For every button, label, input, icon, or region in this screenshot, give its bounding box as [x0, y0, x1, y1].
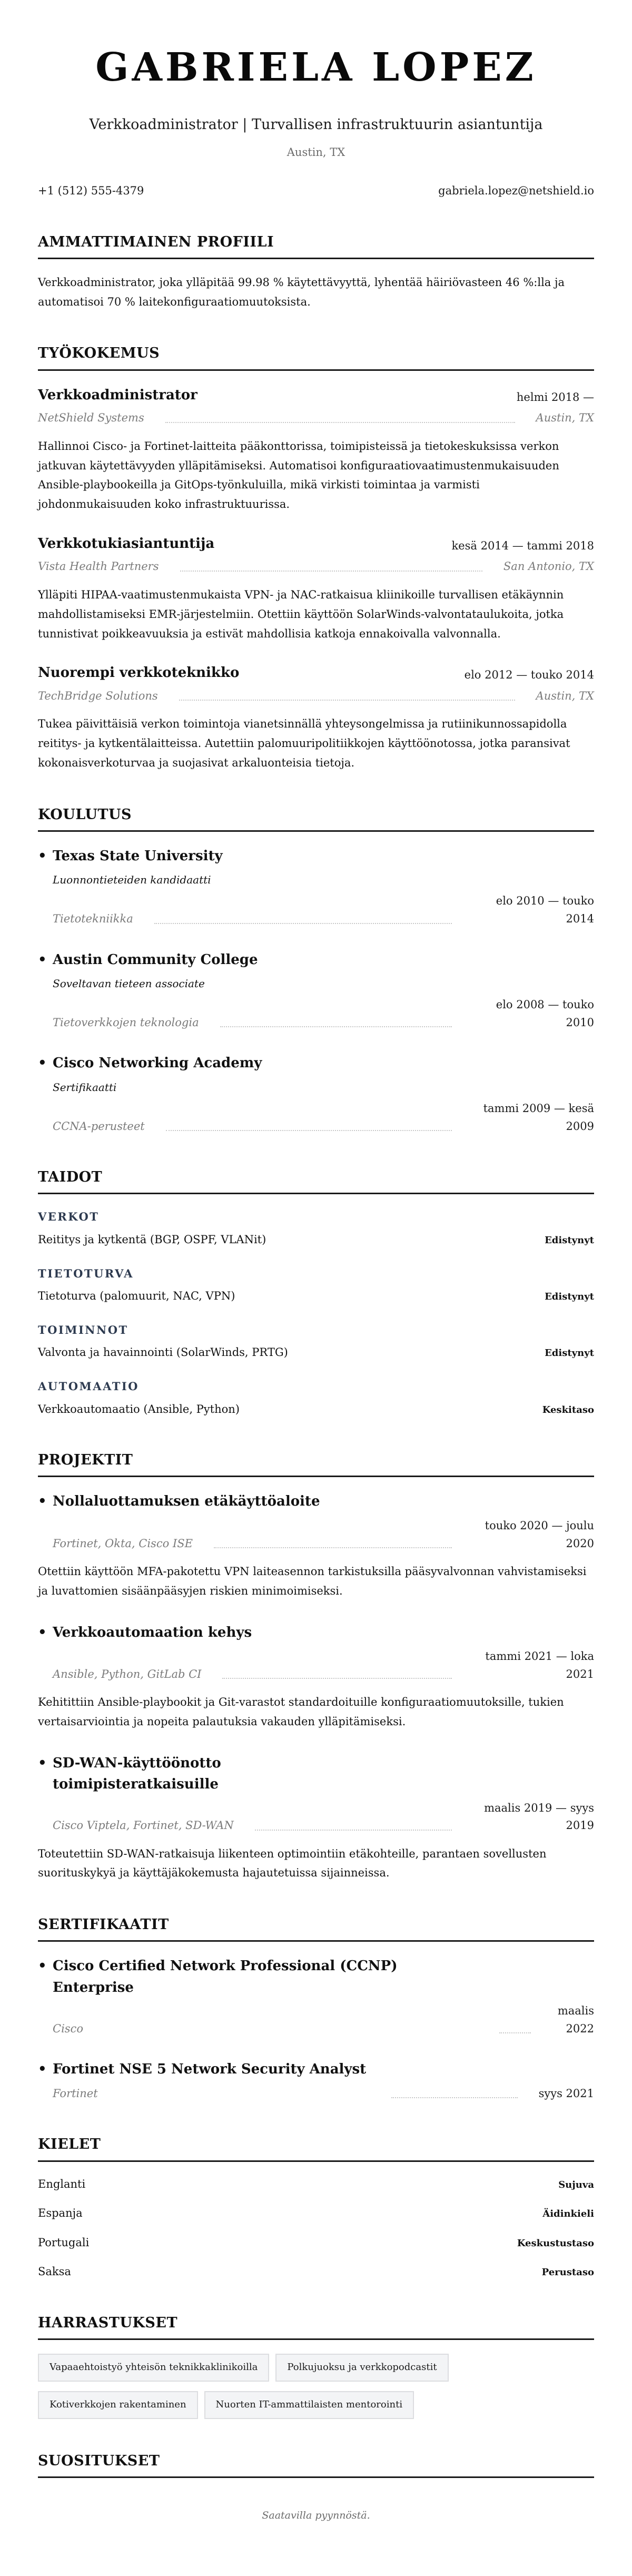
dotted-leader [180, 571, 482, 572]
skill-level: Edistynyt [545, 1348, 594, 1359]
school-name: Texas State University [53, 848, 223, 864]
interest-tag: Nuorten IT-ammattilaisten mentorointi [204, 2391, 414, 2419]
language-row [38, 2234, 594, 2252]
project-description: Otettiin käyttöön MFA-pakotettu VPN laiteasennon tarkistuksilla pääsyvalvonnan vahvistamiseksi ja luvattomien sisäänpääsyjen riskien minimoimiseksi. [38, 1565, 587, 1597]
school-name: Austin Community College [53, 951, 258, 968]
section-title: PROJEKTIT [38, 1449, 594, 1477]
skill-category: TIETOTURVA [38, 1266, 134, 1280]
project-entry [38, 1753, 594, 1883]
dotted-leader [165, 422, 515, 423]
job-title: Nuorempi verkkoteknikko [38, 665, 240, 681]
profile-summary: Verkkoadministrator, joka ylläpitää 99.98 % käytettävyyttä, lyhentää häiriövasteen 46 %:lla ja automatisoi 70 % laitekonfiguraatiomuutoksista. [38, 276, 565, 308]
certification-date: maalis 2022 [557, 2004, 594, 2035]
skill-group [38, 1321, 594, 1362]
certification-entry [38, 1955, 594, 2038]
section-projects [38, 1449, 594, 1883]
language-level: Keskustustaso [517, 2237, 594, 2249]
section-languages [38, 2133, 594, 2281]
interest-tags [38, 2354, 594, 2419]
education-dates: tammi 2009 — kesä 2009 [483, 1102, 594, 1133]
dotted-leader [179, 700, 515, 701]
project-name: Nollaluottamuksen etäkäyttöaloite [53, 1493, 320, 1510]
section-title: TYÖKOKEMUS [38, 342, 594, 370]
section-skills [38, 1166, 594, 1418]
skill-category: AUTOMAATIO [38, 1379, 139, 1393]
project-name: Verkkoautomaation kehys [53, 1624, 252, 1640]
education-entry [38, 1053, 594, 1135]
phone[interactable]: +1 (512) 555-4379 [38, 184, 144, 198]
language-name: Portugali [38, 2236, 90, 2249]
job-dates: kesä 2014 — tammi 2018 [451, 539, 594, 552]
project-dates: tammi 2021 — loka 2021 [485, 1650, 594, 1680]
dotted-leader [154, 923, 452, 924]
project-description: Toteutettiin SD-WAN-ratkaisuja liikenteen optimointiin etäkohteille, parantaen sovellusten suorituskykyä ja käyttäjäkokemusta hajautetuissa sijainneissa. [38, 1847, 547, 1880]
job-location: Austin, TX [536, 689, 594, 702]
certification-issuer: Cisco [53, 2022, 83, 2035]
skill-category: VERKOT [38, 1210, 100, 1224]
job-entry [38, 385, 594, 514]
bullet-icon: • [38, 1624, 47, 1640]
language-level: Sujuva [558, 2179, 594, 2190]
interest-tag: Kotiverkkojen rakentaminen [38, 2391, 198, 2419]
section-title: KOULUTUS [38, 803, 594, 832]
language-name: Saksa [38, 2265, 71, 2278]
field-of-study: CCNA-perusteet [53, 1119, 145, 1133]
skill-level: Edistynyt [545, 1235, 594, 1246]
project-tech: Cisco Viptela, Fortinet, SD-WAN [53, 1819, 234, 1832]
job-location: San Antonio, TX [503, 560, 594, 573]
job-description: Tukea päivittäisiä verkon toimintoja vianetsinnällä yhteysongelmissa ja rutiinikunnossapidolla reititys- ja kytkentälaitteissa. Autettiin palomuuripolitiikkojen käyttöönotossa, jotka paransivat kokonaisverkoturvaa ja suojasivat arkaluonteisia tietoja. [38, 717, 570, 769]
education-dates: elo 2010 — touko 2014 [496, 894, 594, 926]
skill-level: Keskitaso [542, 1404, 594, 1415]
degree: Luonnontieteiden kandidaatti [53, 873, 211, 887]
job-dates: helmi 2018 — [516, 390, 594, 404]
project-description: Kehitittiin Ansible-playbookit ja Git-varastot standardoituille konfiguraatiomuutoksille, tukien vertaisarviointia ja nopeita palautuksia vakauden ylläpitämiseksi. [38, 1696, 564, 1728]
language-name: Espanja [38, 2207, 83, 2220]
dotted-leader [222, 1678, 452, 1679]
company-name: Vista Health Partners [38, 560, 159, 573]
skill-name: Verkkoautomaatio (Ansible, Python) [38, 1402, 240, 1415]
job-entry [38, 662, 594, 772]
bullet-icon: • [38, 951, 47, 968]
dotted-leader [166, 1130, 452, 1131]
education-dates: elo 2008 — touko 2010 [496, 998, 594, 1029]
project-entry [38, 1491, 594, 1600]
field-of-study: Tietoverkkojen teknologia [53, 1016, 199, 1029]
bullet-icon: • [38, 1493, 47, 1510]
school-name: Cisco Networking Academy [53, 1055, 262, 1071]
degree: Soveltavan tieteen associate [53, 977, 205, 990]
degree: Sertifikaatti [53, 1081, 117, 1094]
bullet-icon: • [38, 848, 47, 864]
skill-category: TOIMINNOT [38, 1323, 129, 1336]
skill-level: Edistynyt [545, 1291, 594, 1303]
section-title: SUOSITUKSET [38, 2450, 594, 2478]
section-experience [38, 342, 594, 772]
job-entry [38, 533, 594, 643]
section-title: HARRASTUKSET [38, 2312, 594, 2340]
candidate-name: GABRIELA LOPEZ [95, 45, 537, 90]
job-dates: elo 2012 — touko 2014 [464, 668, 594, 682]
bullet-icon: • [38, 2061, 47, 2078]
section-title: KIELET [38, 2133, 594, 2161]
field-of-study: Tietotekniikka [53, 912, 133, 926]
company-name: TechBridge Solutions [38, 689, 158, 702]
interest-tag: Polkujuoksu ja verkkopodcastit [275, 2354, 448, 2382]
bullet-icon: • [38, 1055, 47, 1071]
headline: Verkkoadministrator | Turvallisen infrastruktuurin asiantuntija [89, 116, 543, 133]
job-title: Verkkoadministrator [38, 387, 197, 403]
dotted-leader [220, 1026, 452, 1027]
project-entry [38, 1622, 594, 1732]
skill-name: Tietoturva (palomuurit, NAC, VPN) [38, 1290, 235, 1303]
job-location: Austin, TX [536, 411, 594, 425]
references-note: Saatavilla pyynnöstä. [262, 2509, 370, 2521]
education-entry [38, 845, 594, 928]
education-entry [38, 949, 594, 1032]
resume-header [38, 46, 594, 200]
language-row [38, 2205, 594, 2223]
language-row [38, 2176, 594, 2194]
interest-tag: Vapaaehtoistyö yhteisön teknikkaklinikoilla [38, 2354, 269, 2382]
certification-name: Fortinet NSE 5 Network Security Analyst [53, 2061, 367, 2078]
section-title: AMMATTIMAINEN PROFIILI [38, 231, 594, 259]
bullet-icon: • [38, 1755, 47, 1771]
dotted-leader [391, 2097, 518, 2098]
section-profile [38, 231, 594, 312]
language-level: Perustaso [541, 2267, 594, 2278]
language-row [38, 2263, 594, 2281]
skill-name: Reititys ja kytkentä (BGP, OSPF, VLANit) [38, 1233, 266, 1246]
language-level: Äidinkieli [542, 2208, 594, 2220]
bullet-icon: • [38, 1958, 47, 1974]
location: Austin, TX [287, 145, 345, 159]
skill-group [38, 1265, 594, 1305]
section-interests [38, 2312, 594, 2419]
section-certifications [38, 1913, 594, 2102]
email[interactable]: gabriela.lopez@netshield.io [438, 184, 594, 198]
contact-row [38, 182, 594, 200]
section-references [38, 2450, 594, 2524]
certification-entry [38, 2059, 594, 2102]
project-dates: touko 2020 — joulu 2020 [485, 1519, 594, 1550]
section-title: TAIDOT [38, 1166, 594, 1194]
skill-group [38, 1208, 594, 1248]
section-education [38, 803, 594, 1136]
certification-date: syys 2021 [538, 2087, 594, 2100]
dotted-leader [214, 1547, 452, 1548]
certification-name: Cisco Certified Network Professional (CCNP) Enterprise [53, 1958, 398, 1995]
project-name: SD-WAN-käyttöönotto toimipisteratkaisuille [53, 1755, 221, 1793]
job-description: Ylläpiti HIPAA-vaatimustenmukaista VPN- ja NAC-ratkaisua kliinikoille turvallisen etäkäynnin mahdollistamiseksi EMR-järjestelmiin. Otettiin käyttöön SolarWinds-valvontataulukoita, jotka tunnistivat poikkeavuuksia ja estivät mahdollisia katkoja ennakoivalla valvonnalla. [38, 588, 564, 640]
job-description: Hallinnoi Cisco- ja Fortinet-laitteita pääkonttorissa, toimipisteissä ja tietokeskuksissa verkon jatkuvan käytettävyyden ylläpitämiseksi. Automatisoi konfiguraatiovaatimustenmukaisuuden Ansible-playbookeilla ja GitOps-työnkuluilla, mikä virkisti toimintaa ja varmisti johdonmukaisuuden koko infrastruktuurissa. [38, 439, 559, 511]
project-tech: Ansible, Python, GitLab CI [53, 1667, 202, 1680]
project-dates: maalis 2019 — syys 2019 [484, 1801, 594, 1832]
project-tech: Fortinet, Okta, Cisco ISE [53, 1537, 193, 1550]
dotted-leader [499, 2032, 531, 2033]
skill-name: Valvonta ja havainnointi (SolarWinds, PRTG) [38, 1346, 288, 1359]
section-title: SERTIFIKAATIT [38, 1913, 594, 1942]
dotted-leader [255, 1830, 452, 1831]
company-name: NetShield Systems [38, 411, 144, 425]
certification-issuer: Fortinet [53, 2087, 98, 2100]
language-name: Englanti [38, 2177, 86, 2190]
skill-group [38, 1378, 594, 1418]
job-title: Verkkotukiasiantuntija [38, 535, 215, 552]
